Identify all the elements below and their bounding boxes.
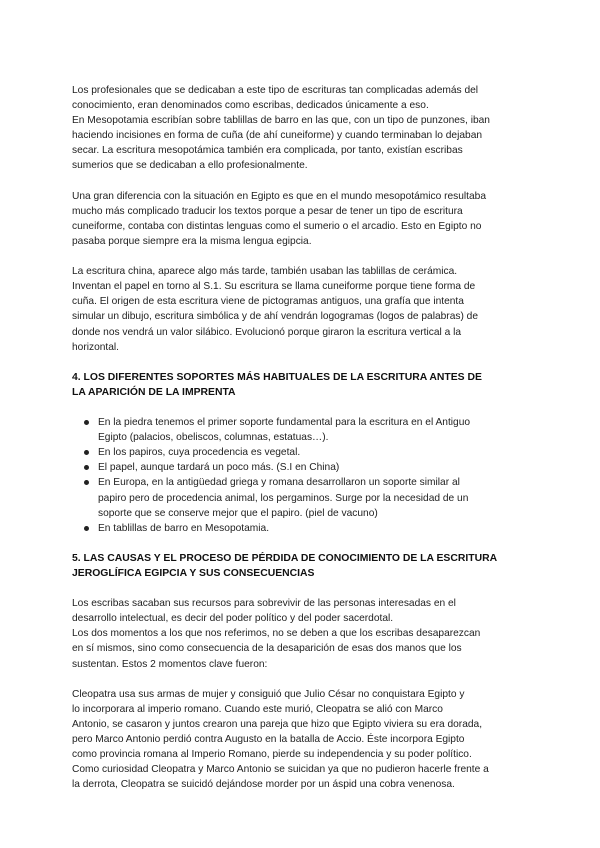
text-line: En Mesopotamia escribían sobre tablillas de barro en las que, con un tipo de punzones, iban bbox=[72, 115, 490, 127]
bullet-icon bbox=[84, 465, 89, 470]
heading-line: 5. LAS CAUSAS Y EL PROCESO DE PÉRDIDA DE CONOCIMIENTO DE LA ESCRITURA bbox=[72, 552, 498, 564]
china-paragraph bbox=[72, 264, 534, 355]
bullet-icon bbox=[84, 450, 89, 455]
text-line: desarrollo intelectual, es decir del poder político y del poder sacerdotal. bbox=[72, 613, 394, 625]
text-line: El papel, aunque tardará un poco más. (S.I en China) bbox=[98, 462, 340, 474]
text-line: horizontal. bbox=[72, 341, 120, 353]
supports-list bbox=[72, 415, 534, 536]
text-line: sustentan. Estos 2 momentos clave fueron: bbox=[72, 658, 268, 670]
text-line: como provincia romana al Imperio Romano, pierde su independencia y su poder político. bbox=[72, 749, 472, 761]
text-line: Los profesionales que se dedicaban a este tipo de escrituras tan complicadas además del bbox=[72, 85, 479, 96]
text-line: pasaba porque siempre era la misma lengua egipcia. bbox=[72, 235, 312, 247]
paragraph-spacer bbox=[72, 400, 534, 415]
list-item bbox=[84, 460, 534, 475]
text-line: Inventan el papel en torno al S.1. Su escritura se llama cuneiforme porque tiene forma de bbox=[72, 281, 476, 293]
text-line: Los dos momentos a los que nos referimos, no se deben a que los escribas desaparezcan bbox=[72, 628, 481, 640]
document-body bbox=[72, 83, 534, 792]
paragraph-spacer bbox=[72, 355, 534, 370]
text-line: cuneiforme, contaba con distintas lenguas como el sumerio o el arcadio. Esto en Egipto no bbox=[72, 220, 482, 232]
paragraph-spacer bbox=[72, 249, 534, 264]
text-line: lo incorporara al imperio romano. Cuando este murió, Cleopatra se alió con Marco bbox=[72, 703, 443, 715]
text-line: soporte que se conserve mejor que el papiro. (piel de vacuno) bbox=[98, 507, 378, 519]
text-line: Como curiosidad Cleopatra y Marco Antonio se suicidan ya que no pudieron hacerle frente a bbox=[72, 764, 489, 776]
paragraph-spacer bbox=[72, 581, 534, 596]
section-5-heading bbox=[72, 551, 534, 581]
paragraph-spacer bbox=[72, 672, 534, 687]
text-line: Antonio, se casaron y juntos crearon una pareja que hizo que Egipto viviera su era dorada, bbox=[72, 718, 483, 730]
list-item bbox=[84, 415, 534, 445]
heading-line: JEROGLÍFICA EGIPCIA Y SUS CONSECUENCIAS bbox=[72, 568, 315, 579]
egypt-paragraph bbox=[72, 189, 534, 249]
text-line: pero Marco Antonio perdió contra Augusto en la batalla de Accio. Éste incorpora Egipto bbox=[72, 734, 465, 746]
intro-paragraph bbox=[72, 83, 534, 174]
text-line: haciendo incisiones en forma de cuña (de ahí cuneiforme) y cuando terminaban lo dejaban bbox=[72, 130, 483, 142]
paragraph-spacer bbox=[72, 174, 534, 189]
text-line: La escritura china, aparece algo más tarde, también usaban las tablillas de cerámica. bbox=[72, 266, 458, 278]
section-4-heading bbox=[72, 370, 534, 400]
scribes-paragraph bbox=[72, 596, 534, 671]
heading-line: 4. LOS DIFERENTES SOPORTES MÁS HABITUALES DE LA ESCRITURA ANTES DE bbox=[72, 371, 482, 383]
text-line: Los escribas sacaban sus recursos para sobrevivir de las personas interesadas en el bbox=[72, 598, 456, 610]
text-line: En Europa, en la antigüedad griega y romana desarrollaron un soporte similar al bbox=[98, 477, 460, 489]
text-line: donde nos vendrá un valor silábico. Evolucionó porque giraron la escritura vertical a la bbox=[72, 326, 462, 338]
text-line: Cleopatra usa sus armas de mujer y consiguió que Julio César no conquistara Egipto y bbox=[72, 688, 465, 700]
text-line: papiro pero de procedencia animal, los pergaminos. Surge por la necesidad de un bbox=[98, 492, 469, 504]
text-line: mucho más complicado traducir los textos porque a pesar de tener un tipo de escritura bbox=[72, 205, 463, 217]
cleopatra-paragraph bbox=[72, 687, 534, 793]
text-line: Una gran diferencia con la situación en Egipto es que en el mundo mesopotámico resultaba bbox=[72, 190, 486, 202]
bullet-icon bbox=[84, 480, 89, 485]
text-line: sumerios que se dedicaban a ello profesionalmente. bbox=[72, 160, 308, 172]
text-line: simular un dibujo, escritura simbólica y de ahí vendrán logogramas (logos de palabras) de bbox=[72, 311, 479, 323]
list-item bbox=[84, 521, 534, 536]
list-item bbox=[84, 445, 534, 460]
text-line: cuña. El origen de esta escritura viene de pictogramas antiguos, una grafía que intenta bbox=[72, 296, 464, 308]
text-line: En la piedra tenemos el primer soporte fundamental para la escritura en el Antiguo bbox=[98, 417, 471, 429]
text-line: En los papiros, cuya procedencia es vegetal. bbox=[98, 447, 301, 459]
bullet-icon bbox=[84, 526, 89, 531]
text-line: conocimiento, eran denominados como escribas, dedicados únicamente a eso. bbox=[72, 100, 429, 112]
paragraph-spacer bbox=[72, 536, 534, 551]
heading-line: LA APARICIÓN DE LA IMPRENTA bbox=[72, 386, 236, 398]
list-item bbox=[84, 475, 534, 520]
bullet-icon bbox=[84, 420, 89, 425]
text-line: en sí mismos, sino como consecuencia de la desaparición de esas dos manos que los bbox=[72, 643, 462, 655]
text-line: Egipto (palacios, obeliscos, columnas, estatuas…). bbox=[98, 432, 329, 444]
text-line: secar. La escritura mesopotámica también era complicada, por tanto, existían escribas bbox=[72, 145, 463, 157]
text-line: En tablillas de barro en Mesopotamia. bbox=[98, 522, 270, 534]
text-line: la derrota, Cleopatra se suicidó dejándose morder por un áspid una cobra venenosa. bbox=[72, 779, 455, 791]
